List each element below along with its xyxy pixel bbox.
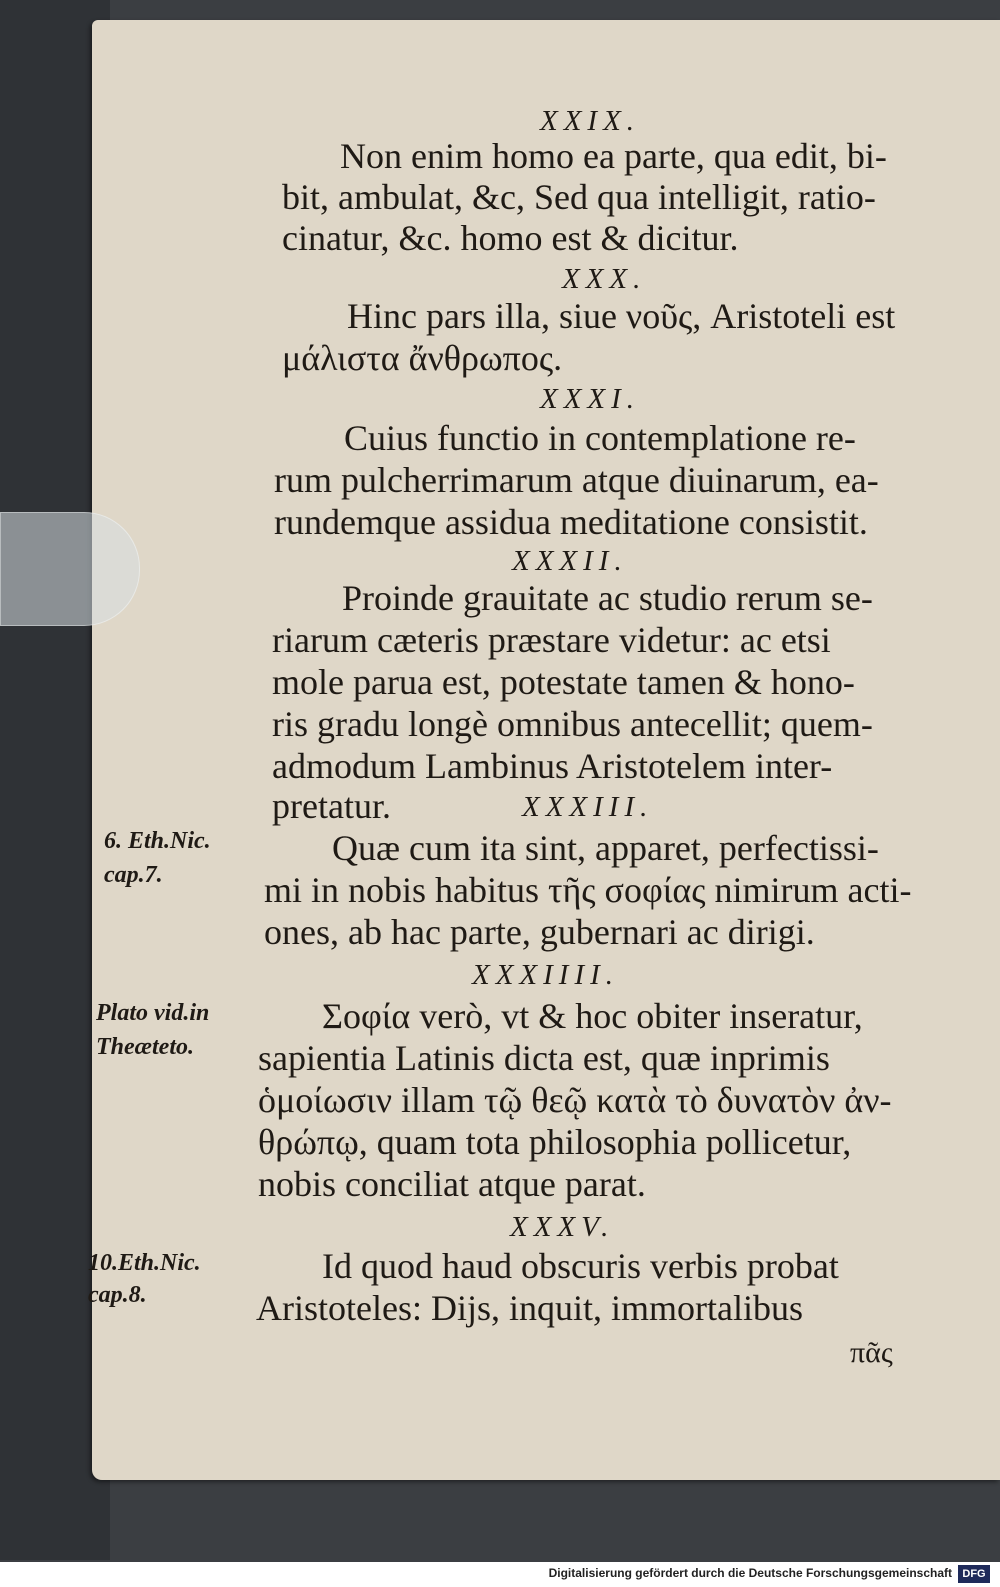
- book-page: [88, 20, 1000, 1480]
- text-line: pretatur.: [272, 786, 391, 826]
- text-line: Aristoteles: Dijs, inquit, immortalibus: [256, 1288, 803, 1328]
- margin-note: 6. Eth.Nic.: [104, 828, 211, 854]
- text-line: Quæ cum ita sint, apparet, perfectissi-: [332, 828, 879, 868]
- text-line: admodum Lambinus Aristotelem inter-: [272, 746, 833, 786]
- margin-note: Theæteto.: [96, 1034, 194, 1060]
- text-line: Cuius functio in contemplatione re-: [344, 418, 856, 458]
- dfg-logo: DFG: [958, 1565, 990, 1583]
- margin-note: cap.7.: [104, 862, 163, 888]
- footer-bar: [0, 1562, 1000, 1587]
- text-line: riarum cæteris præstare videtur: ac etsi: [272, 620, 831, 660]
- catchword: πᾶς: [850, 1336, 893, 1369]
- section-heading: XXX.: [562, 263, 647, 295]
- section-heading: XXIX.: [540, 105, 641, 137]
- text-line: ones, ab hac parte, gubernari ac dirigi.: [264, 912, 815, 952]
- text-line: mole parua est, potestate tamen & hono-: [272, 662, 855, 702]
- text-line: μάλιστα ἄνθρωπος.: [282, 338, 563, 378]
- text-line: bit, ambulat, &c, Sed qua intelligit, ratio-: [282, 177, 876, 217]
- text-line: Id quod haud obscuris verbis probat: [322, 1246, 839, 1286]
- text-line: rundemque assidua meditatione consistit.: [274, 502, 868, 542]
- text-line: θρώπῳ, quam tota philosophia pollicetur,: [258, 1122, 852, 1162]
- section-heading: XXXV.: [510, 1211, 615, 1243]
- text-line: rum pulcherrimarum atque diuinarum, ea-: [274, 460, 879, 500]
- text-line: ὁμοίωσιν illam τῷ θεῷ κατὰ τὸ δυνατὸν ἀν-: [258, 1080, 892, 1120]
- section-heading: XXXII.: [512, 545, 628, 577]
- section-heading: XXXI.: [540, 383, 641, 415]
- text-line: sapientia Latinis dicta est, quæ inprimis: [258, 1038, 830, 1078]
- page-tab-marker: [0, 512, 140, 626]
- text-line: cinatur, &c. homo est & dicitur.: [282, 218, 739, 258]
- text-line: nobis conciliat atque parat.: [258, 1164, 646, 1204]
- margin-note: Plato vid.in: [96, 1000, 210, 1026]
- text-line: Σοφία verò, vt & hoc obiter inseratur,: [322, 996, 863, 1036]
- margin-note: cap.8.: [88, 1282, 147, 1308]
- section-heading: XXXIIII.: [472, 959, 620, 991]
- footer-credit: Digitalisierung gefördert durch die Deutsche Forschungsgemeinschaft: [548, 1566, 952, 1580]
- text-line: Hinc pars illa, siue νοῦς, Aristoteli est: [347, 296, 896, 336]
- section-heading: XXXIII.: [522, 791, 654, 823]
- text-line: Proinde grauitate ac studio rerum se-: [342, 578, 873, 618]
- text-line: ris gradu longè omnibus antecellit; quem-: [272, 704, 873, 744]
- text-line: Non enim homo ea parte, qua edit, bi-: [340, 136, 887, 176]
- margin-note: 10.Eth.Nic.: [88, 1250, 201, 1276]
- text-line: mi in nobis habitus τῆς σοφίας nimirum acti-: [264, 870, 912, 910]
